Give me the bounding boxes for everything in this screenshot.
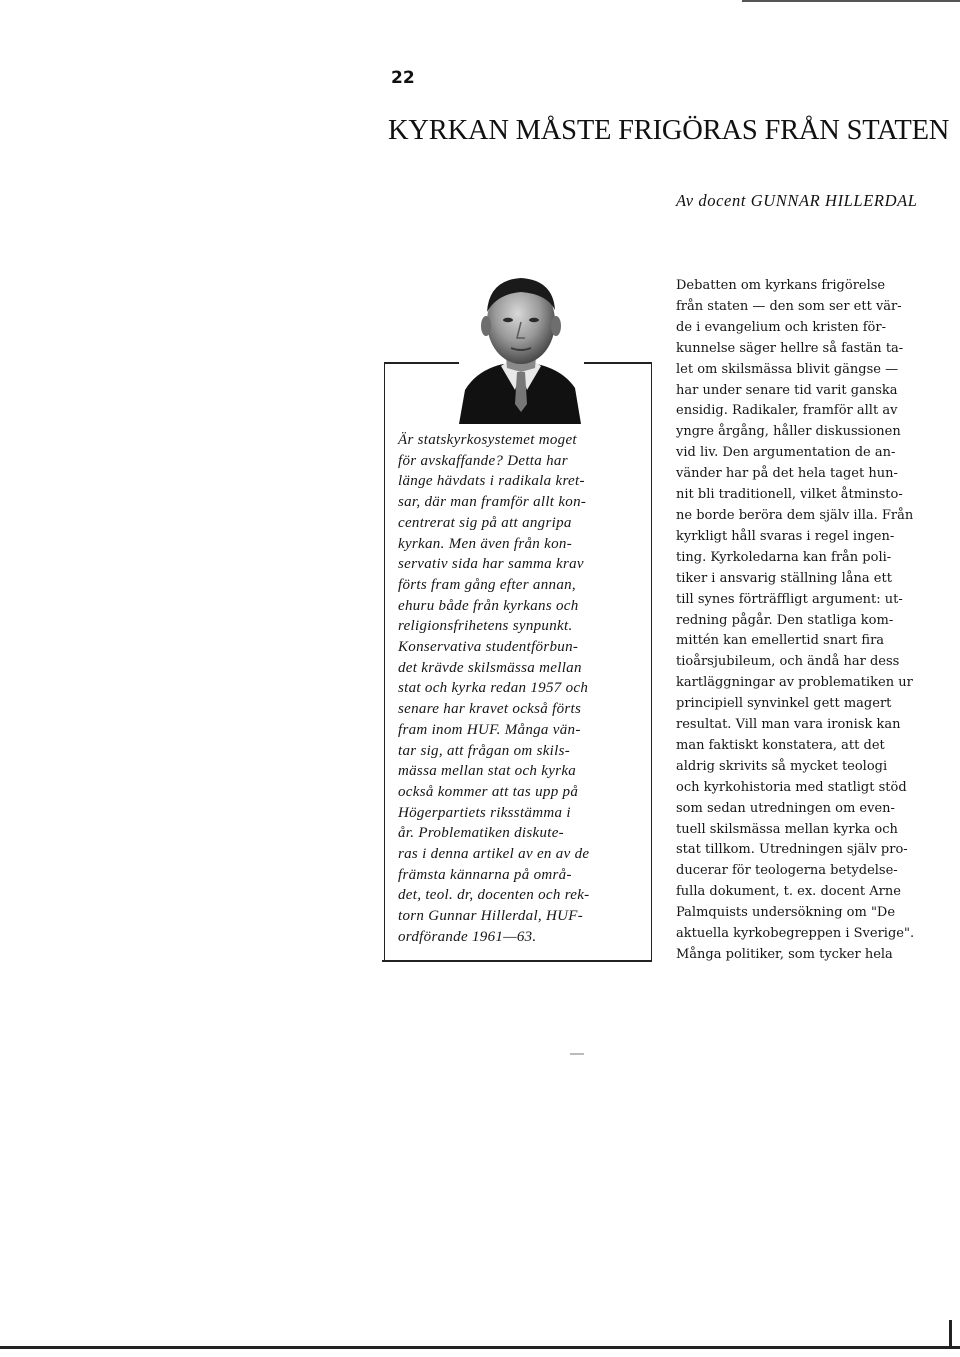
intro-line: år. Problematiken diskute-	[398, 825, 564, 842]
intro-line: Konservativa studentförbun-	[398, 639, 579, 656]
intro-line: tar sig, att frågan om skils-	[398, 742, 571, 759]
intro-line: för avskaffande? Detta har	[398, 452, 568, 469]
body-line: kyrkligt håll svaras i regel ingen-	[676, 528, 895, 544]
intro-line: fram inom HUF. Många vän-	[398, 721, 581, 738]
body-line: aktuella kyrkobegreppen i Sverige".	[676, 926, 915, 942]
body-line: yngre årgång, håller diskussionen	[676, 424, 901, 440]
intro-line: ras i denna artikel av en av de	[398, 846, 590, 863]
body-line: resultat. Vill man vara ironisk kan	[676, 717, 901, 733]
body-line: ting. Kyrkoledarna kan från poli-	[676, 549, 892, 565]
body-line: och kyrkohistoria med statligt stöd	[676, 779, 907, 795]
scan-bottom-edge	[0, 1346, 960, 1349]
intro-box-top-rule-left	[384, 362, 459, 364]
body-line: tioårsjubileum, och ändå har dess	[676, 654, 900, 670]
intro-line: förts fram gång efter annan,	[398, 576, 576, 593]
body-line: vänder har på det hela taget hun-	[676, 466, 898, 482]
body-line: de i evangelium och kristen för-	[676, 319, 886, 335]
body-line: ensidig. Radikaler, framför allt av	[676, 403, 898, 419]
body-line: principiell synvinkel gett magert	[676, 696, 892, 712]
body-line: tiker i ansvarig ställning låna ett	[676, 570, 892, 586]
body-line: man faktiskt konstatera, att det	[676, 737, 885, 753]
intro-text	[398, 430, 644, 948]
body-line: let om skilsmässa blivit gängse —	[676, 361, 899, 377]
intro-line: ordförande 1961—63.	[398, 928, 537, 945]
intro-line: Är statskyrkosystemet moget	[398, 432, 577, 448]
scan-speck	[570, 1053, 584, 1055]
intro-line: stat och kyrka redan 1957 och	[398, 680, 589, 697]
body-text	[676, 276, 944, 966]
body-line: nit bli traditionell, vilket åtminsto-	[676, 487, 903, 503]
body-line: som sedan utredningen om even-	[676, 800, 895, 816]
scan-corner-mark	[949, 1320, 952, 1348]
body-line: vid liv. Den argumentation de an-	[676, 445, 896, 461]
body-line: Palmquists undersökning om "De	[676, 905, 896, 921]
intro-line: främsta kännarna på områ-	[398, 866, 572, 883]
body-line: ducerar för teologerna betydelse-	[676, 863, 898, 879]
body-line: Många politiker, som tycker hela	[676, 947, 893, 962]
scan-edge-line	[742, 0, 960, 2]
intro-line: kyrkan. Men även från kon-	[398, 535, 572, 552]
body-line: till synes förträffligt argument: ut-	[676, 591, 903, 607]
intro-line: mässa mellan stat och kyrka	[398, 763, 577, 780]
body-line: ne borde beröra dem själv illa. Från	[676, 507, 914, 523]
page-number: 22	[391, 68, 415, 88]
body-line: mittén kan emellertid snart fira	[676, 633, 885, 649]
intro-box-top-rule-right	[584, 362, 652, 364]
body-line: har under senare tid varit ganska	[676, 382, 898, 398]
intro-line: centrerat sig på att angripa	[398, 514, 572, 531]
body-line: kunnelse säger hellre så fastän ta-	[676, 340, 904, 356]
body-line: tuell skilsmässa mellan kyrka och	[676, 821, 898, 837]
intro-line: också kommer att tas upp på	[398, 783, 579, 800]
body-line: från staten — den som ser ett vär-	[676, 298, 902, 314]
intro-line: det krävde skilsmässa mellan	[398, 659, 582, 676]
intro-line: det, teol. dr, docenten och rek-	[398, 887, 590, 904]
author-portrait	[455, 272, 585, 424]
body-line: aldrig skrivits så mycket teologi	[676, 758, 888, 774]
article-title: KYRKAN MÅSTE FRIGÖRAS FRÅN STATEN	[388, 115, 950, 146]
body-line: stat tillkom. Utredningen själv pro-	[676, 842, 908, 858]
intro-line: sar, där man framför allt kon-	[398, 494, 587, 511]
intro-line: religionsfrihetens synpunkt.	[398, 618, 573, 635]
intro-line: servativ sida har samma krav	[398, 556, 584, 573]
body-line: fulla dokument, t. ex. docent Arne	[676, 884, 901, 900]
intro-box-bottom-rule	[382, 960, 652, 962]
body-line: Debatten om kyrkans frigörelse	[676, 278, 886, 293]
intro-line: Högerpartiets riksstämma i	[398, 804, 571, 821]
intro-line: senare har kravet också förts	[398, 701, 582, 718]
intro-line: länge hävdats i radikala kret-	[398, 473, 585, 490]
body-line: redning pågår. Den statliga kom-	[676, 612, 894, 628]
intro-line: torn Gunnar Hillerdal, HUF-	[398, 908, 584, 925]
body-line: kartläggningar av problematiken ur	[676, 675, 913, 691]
intro-line: ehuru både från kyrkans och	[398, 597, 579, 614]
article-byline: Av docent GUNNAR HILLERDAL	[676, 191, 918, 210]
